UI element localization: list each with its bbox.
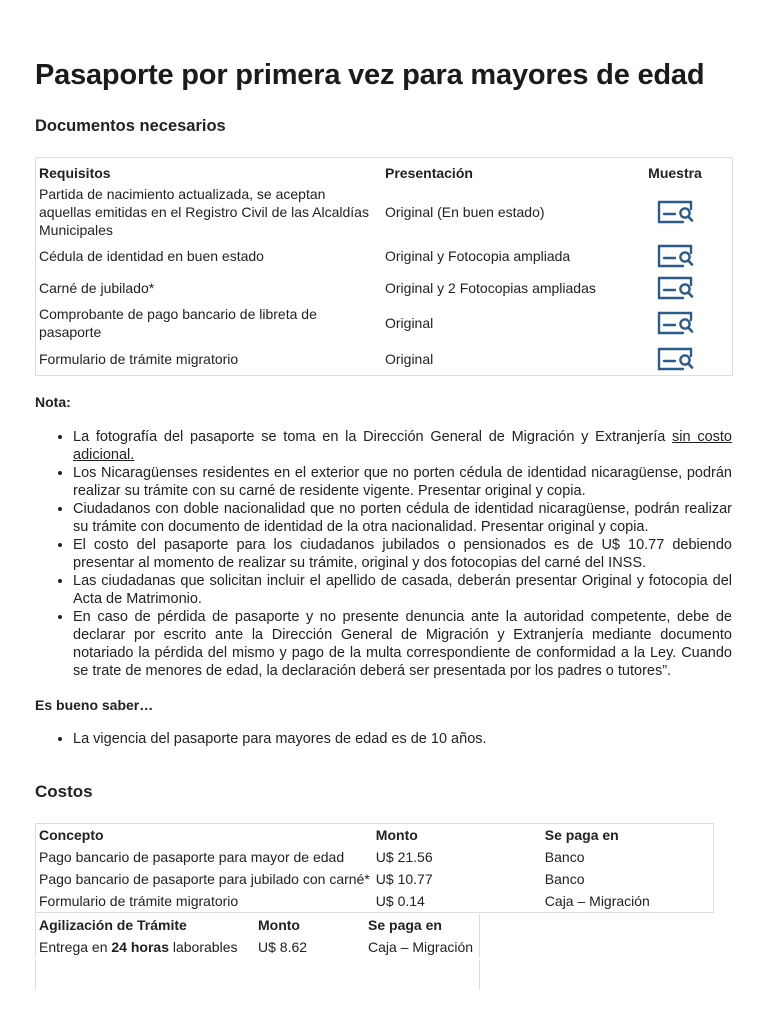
table-row — [36, 239, 733, 273]
amount-cell: U$ 21.56 — [375, 849, 433, 865]
column-header-requisitos: Requisitos — [39, 165, 111, 181]
payment-place-cell: Caja – Migración — [368, 939, 474, 955]
no-cost-text: sin costo adicional. — [73, 429, 732, 463]
payment-place-cell: Banco — [544, 871, 585, 887]
column-header-monto: Monto — [375, 827, 418, 843]
list-item — [73, 428, 732, 464]
sample-cell — [618, 303, 733, 343]
requirement-cell: Partida de nacimiento actualizada, se aceptan aquellas emitidas en el Registro Civil de las Alcaldías Municipales — [39, 186, 369, 238]
concept-cell — [36, 936, 256, 958]
costs-table — [35, 823, 714, 913]
payment-place-cell: Banco — [544, 849, 585, 865]
document-search-icon[interactable] — [655, 346, 695, 372]
expedite-table — [35, 914, 480, 958]
column-header-concepto: Concepto — [39, 827, 104, 843]
expedite-section — [35, 914, 733, 958]
delivery-pre: Entrega en — [39, 939, 112, 955]
requirement-cell: Cédula de identidad en buen estado — [39, 248, 264, 264]
presentation-cell: Original y Fotocopia ampliada — [385, 248, 571, 264]
good-to-know-heading: Es bueno saber… — [35, 697, 154, 713]
column-header-se-paga-en: Se paga en — [368, 917, 442, 933]
list-item: • El costo del pasaporte para los ciudadanos jubilados o pensionados es de U$ 10.77 debiendo presentar al momento de realizar su trámite, original y dos fotocopias del carné del INSS. — [73, 536, 732, 572]
costs-header-row — [36, 824, 714, 847]
column-header-monto: Monto — [258, 917, 300, 933]
requirement-cell: Carné de jubilado* — [39, 280, 155, 296]
presentation-cell: Original (En buen estado) — [385, 204, 545, 220]
table-row — [36, 868, 714, 890]
list-item: • Las ciudadanas que solicitan incluir el apellido de casada, deberán presentar Original y fotocopia del Acta de Matrimonio. — [73, 572, 732, 608]
sample-cell — [618, 185, 733, 239]
note-heading: Nota: — [35, 394, 71, 410]
concept-cell: Pago bancario de pasaporte para jubilado con carné* — [39, 871, 370, 887]
column-header-se-paga-en: Se paga en — [544, 827, 619, 843]
table-row — [36, 185, 733, 239]
costs-heading: Costos — [35, 782, 93, 801]
documents-heading: Documentos necesarios — [35, 117, 226, 135]
concept-cell: Formulario de trámite migratorio — [39, 893, 239, 909]
sample-cell — [618, 273, 733, 303]
sample-cell — [618, 343, 733, 376]
delivery-hours: 24 horas — [111, 939, 169, 955]
documents-table — [35, 157, 733, 376]
document-search-icon[interactable] — [655, 275, 695, 301]
amount-cell: U$ 10.77 — [375, 871, 433, 887]
payment-place-cell: Caja – Migración — [544, 893, 650, 909]
expedite-header-row — [36, 914, 480, 936]
table-row — [36, 273, 733, 303]
document-search-icon[interactable] — [655, 243, 695, 269]
documents-header-row — [36, 158, 733, 186]
table-row — [36, 846, 714, 868]
requirement-cell: Comprobante de pago bancario de libreta de pasaporte — [39, 306, 317, 340]
concept-cell: Pago bancario de pasaporte para mayor de edad — [39, 849, 345, 865]
column-header-presentacion: Presentación — [385, 165, 473, 181]
amount-cell: U$ 8.62 — [258, 939, 308, 955]
table-row — [36, 343, 733, 376]
requirement-cell: Formulario de trámite migratorio — [39, 351, 239, 367]
list-item: • Ciudadanos con doble nacionalidad que no porten cédula de identidad nicaragüense, podrán realizar su trámite con documento de identidad de la otra nacionalidad. Presentar original y copia. — [73, 500, 732, 536]
presentation-cell: Original y 2 Fotocopias ampliadas — [385, 280, 596, 296]
document-search-icon[interactable] — [655, 199, 695, 225]
table-row — [36, 303, 733, 343]
column-header-agilizacion: Agilización de Trámite — [39, 917, 187, 933]
table-row — [36, 936, 480, 958]
note-list — [35, 428, 732, 680]
presentation-cell: Original — [385, 315, 434, 331]
good-to-know-list — [35, 730, 733, 748]
page-title: Pasaporte por primera vez para mayores de edad — [35, 59, 705, 91]
sample-cell — [618, 239, 733, 273]
delivery-post: laborables — [168, 939, 238, 955]
list-item: • En caso de pérdida de pasaporte y no presente denuncia ante la autoridad competente, debe de declarar por escrito ante la Dirección General de Migración y Extranjería mediante documento notariado la pérdida del mismo y pago de la multa correspondiente de conformidad a la Ley. Cuando se trate de menores de edad, la declaración deberá ser presentada por los padres o tutores”. — [73, 608, 732, 680]
list-item: • La vigencia del pasaporte para mayores de edad es de 10 años. — [73, 730, 733, 748]
table-row — [36, 890, 714, 913]
document-search-icon[interactable] — [655, 310, 695, 336]
amount-cell: U$ 0.14 — [375, 893, 425, 909]
column-header-muestra: Muestra — [648, 165, 702, 181]
note-text: La fotografía del pasaporte se toma en la Dirección General de Migración y Extranjería — [73, 429, 673, 445]
list-item: • Los Nicaragüenses residentes en el exterior que no porten cédula de identidad nicaragüense, podrán realizar su trámite con su carné de residente vigente. Presentar original y copia. — [73, 464, 732, 500]
presentation-cell: Original — [385, 351, 434, 367]
